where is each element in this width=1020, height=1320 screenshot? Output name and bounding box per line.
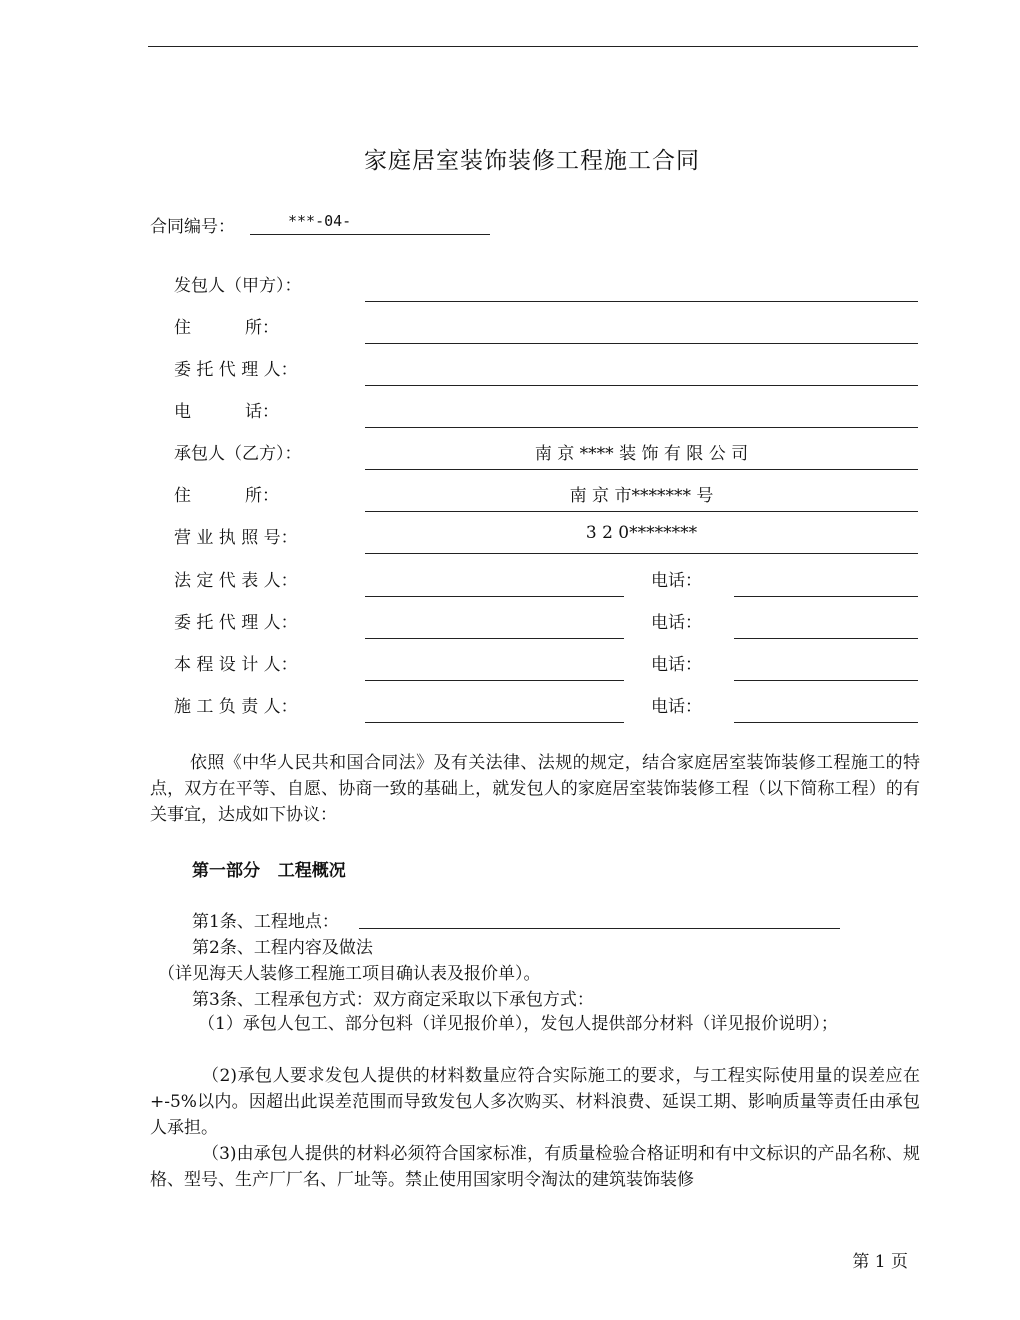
header-rule (148, 46, 918, 47)
license-label: 营 业 执 照 号： (174, 528, 298, 548)
supervisor-phone-label: 电话： (651, 697, 702, 717)
article-1: 第1条、工程地点： (192, 912, 339, 932)
page-number: 第 1 页 (852, 1252, 908, 1272)
party-a-agent-line (365, 385, 918, 386)
supervisor-line (365, 722, 624, 723)
document-title: 家庭居室装饰装修工程施工合同 (364, 148, 700, 174)
party-b-agent-phone-label: 电话： (651, 613, 702, 633)
designer-line (365, 680, 624, 681)
party-b-agent-line (365, 638, 624, 639)
item-3: （3)由承包人提供的材料必须符合国家标准，有质量检验合格证明和有中文标识的产品名称、规格、型号、生产厂厂名、厂址等。禁止使用国家明令淘汰的建筑装饰装修 (150, 1144, 920, 1190)
party-b-address-line (365, 511, 918, 512)
party-a-address-label: 住 所： (174, 318, 280, 338)
party-b-line (365, 469, 918, 470)
item-1: （1）承包人包工、部分包料（详见报价单），发包人提供部分材料（详见报价说明）； (198, 1014, 838, 1034)
party-a-address-line (365, 343, 918, 344)
article-2: 第2条、工程内容及做法 (192, 938, 373, 958)
article-1-line (359, 928, 840, 929)
article-3: 第3条、工程承包方式：双方商定采取以下承包方式： (192, 990, 594, 1010)
legal-rep-phone-label: 电话： (651, 571, 702, 591)
party-b-value: 南 京 **** 装 饰 有 限 公 司 (534, 444, 749, 464)
supervisor-label: 施 工 负 责 人： (174, 697, 298, 717)
section-heading: 第一部分 工程概况 (192, 861, 346, 881)
contract-number-value: ***-04- (288, 212, 352, 230)
item-2: （2)承包人要求发包人提供的材料数量应符合实际施工的要求，与工程实际使用量的误差应在+-5%以内。因超出此误差范围而导致发包人多次购买、材料浪费、延误工期、影响质量等责任由承包人承担。 (150, 1066, 920, 1138)
license-value: 3 2 0******** (585, 523, 698, 543)
intro-paragraph: 依照《中华人民共和国合同法》及有关法律、法规的规定，结合家庭居室装饰装修工程施工的特点，双方在平等、自愿、协商一致的基础上，就发包人的家庭居室装饰装修工程（以下简称工程）的有关事宜，达成如下协议： (150, 753, 920, 825)
contract-number-field (250, 212, 490, 235)
license-line (365, 553, 918, 554)
party-a-phone-line (365, 427, 918, 428)
party-b-label: 承包人（乙方）： (174, 444, 302, 464)
party-b-address-value: 南 京 市******* 号 (569, 486, 714, 506)
contract-number-label: 合同编号： (150, 217, 235, 237)
designer-phone-line (734, 680, 918, 681)
legal-rep-line (365, 596, 624, 597)
party-b-address-label: 住 所： (174, 486, 280, 506)
supervisor-phone-line (734, 722, 918, 723)
designer-label: 本 程 设 计 人： (174, 655, 298, 675)
article-2-note: （详见海天人装修工程施工项目确认表及报价单）。 (158, 964, 541, 984)
party-a-label: 发包人（甲方）： (174, 276, 302, 296)
party-a-line (365, 301, 918, 302)
legal-rep-label: 法 定 代 表 人： (174, 571, 298, 591)
legal-rep-phone-line (734, 596, 918, 597)
party-a-agent-label: 委 托 代 理 人： (174, 360, 298, 380)
designer-phone-label: 电话： (651, 655, 702, 675)
party-b-agent-label: 委 托 代 理 人： (174, 613, 298, 633)
party-b-agent-phone-line (734, 638, 918, 639)
party-a-phone-label: 电 话： (174, 402, 280, 422)
